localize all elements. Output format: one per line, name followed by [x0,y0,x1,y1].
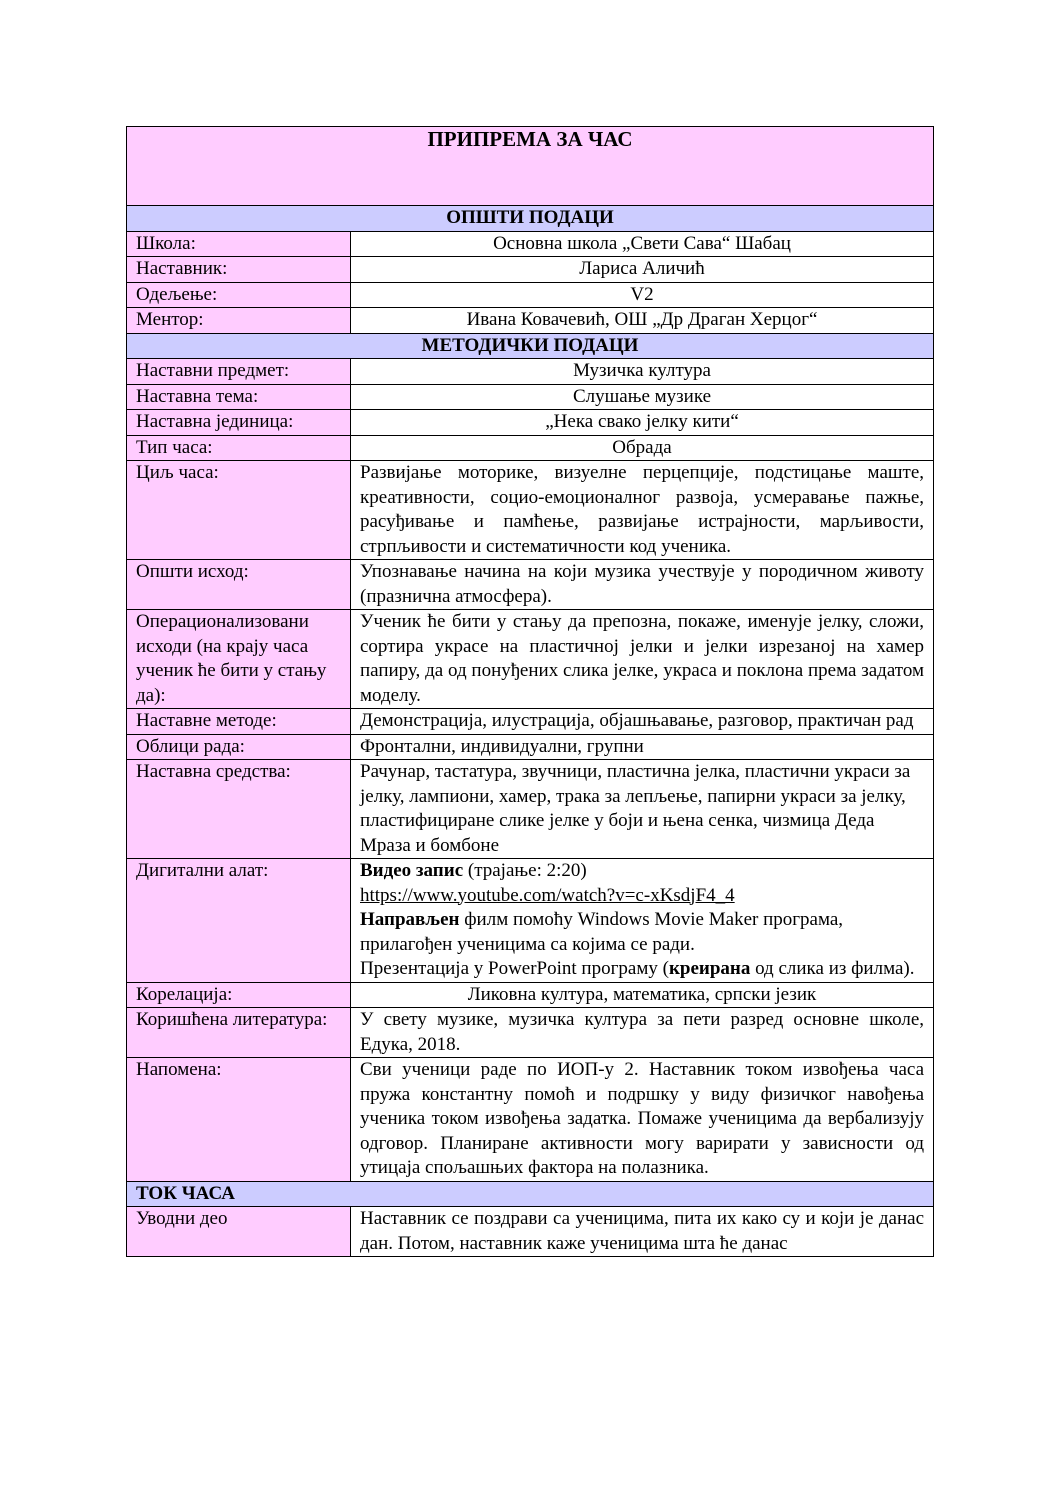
table-row [127,982,934,1008]
table-row [127,359,934,385]
table-row [127,1008,934,1058]
presentation-text-a: Презентација у PowerPoint програму ( [360,958,669,979]
row-label: Школа: [127,231,351,257]
row-label: Напомена: [127,1058,351,1182]
row-label: Ментор: [127,308,351,334]
row-label: Наставна тема: [127,384,351,410]
row-value: Ученик ће бити у стању да препозна, покаже, именује јелку, сложи, сортира украсе на пластичној јелки и јелки изрезаној на хамер папиру, да од понуђених слика јелке, украса и поклона према задатом моделу. [351,610,934,709]
made-label: Направљен [360,909,460,930]
table-row [127,560,934,610]
row-label: Тип часа: [127,435,351,461]
row-label: Дигитални алат: [127,859,351,983]
row-value: Наставник се поздрави са ученицима, пита их како су и који је данас дан. Потом, наставник каже ученицима шта ће данас [351,1207,934,1257]
table-row [127,231,934,257]
row-label: Облици рада: [127,734,351,760]
row-value: Музичка култура [351,359,934,385]
table-row [127,610,934,709]
section-header-general: ОПШТИ ПОДАЦИ [127,206,934,232]
row-value: V2 [351,282,934,308]
page-title: ПРИПРЕМА ЗА ЧАС [127,127,934,206]
row-label: Одељење: [127,282,351,308]
table-row [127,384,934,410]
table-row [127,308,934,334]
lesson-plan-table [126,126,934,1257]
row-value: Обрада [351,435,934,461]
row-label: Наставни предмет: [127,359,351,385]
row-value: Рачунар, тастатура, звучници, пластична јелка, пластични украси за јелку, лампиони, хамер, трака за лепљење, папирни украси за јелку, пластифициране слике јелке у боји и њена сенка, чизмица Деда Мраза и бомбоне [351,760,934,859]
row-value: Основна школа „Свети Сава“ Шабац [351,231,934,257]
row-label: Наставне методе: [127,709,351,735]
row-label: Наставна средства: [127,760,351,859]
row-value: Демонстрација, илустрација, објашњавање, разговор, практичан рад [351,709,934,735]
row-label: Корелација: [127,982,351,1008]
row-value: Ликовна култура, математика, српски језик [351,982,934,1008]
presentation-text-b: од слика из филма). [750,958,915,979]
row-value: Упознавање начина на који музика учествује у породичном животу (празнична атмосфера). [351,560,934,610]
row-label: Циљ часа: [127,461,351,560]
row-value: Фронтални, индивидуални, групни [351,734,934,760]
made-text: филм помоћу Windows Movie Maker програма, прилагођен ученицима са којима се ради. [360,909,844,955]
table-row [127,859,934,983]
row-value: Сви ученици раде по ИОП-у 2. Наставник током извођења часа пружа константну помоћ и подршку у виду физичког навођења ученика током извођења задатка. Помаже ученицима да вербализују одговор. Планиране активности могу варирати у зависности од утицаја спољашњих фактора на полазника. [351,1058,934,1182]
youtube-link[interactable]: https://www.youtube.com/watch?v=c-xKsdjF4_4 [360,884,735,906]
section-header-methodical: МЕТОДИЧКИ ПОДАЦИ [127,333,934,359]
row-value: Лариса Аличић [351,257,934,283]
table-row [127,1058,934,1182]
table-row [127,1207,934,1257]
table-row [127,734,934,760]
row-label: Наставник: [127,257,351,283]
table-row [127,435,934,461]
row-value-digital [351,859,934,983]
table-row [127,709,934,735]
row-value: Развијање моторике, визуелне перцепције, подстицање маште, креативности, социо-емоционалног развоја, усмеравање пажње, расуђивање и памћење, развијање истрајности, марљивости, стрпљивости и систематичности код ученика. [351,461,934,560]
video-label: Видео запис [360,860,464,881]
row-label: Операционализовани исходи (на крају часа ученик ће бити у стању да): [127,610,351,709]
presentation-bold: креирана [668,958,751,979]
row-label: Уводни део [127,1207,351,1257]
table-row [127,410,934,436]
table-row [127,257,934,283]
section-header-flow: ТОК ЧАСА [127,1181,934,1207]
row-value: Ивана Ковачевић, ОШ „Др Драган Херцог“ [351,308,934,334]
video-duration: (трајање: 2:20) [463,860,587,881]
table-row [127,760,934,859]
row-value: У свету музике, музичка култура за пети разред основне школе, Едука, 2018. [351,1008,934,1058]
table-row [127,461,934,560]
row-value: „Нека свако јелку кити“ [351,410,934,436]
row-value: Слушање музике [351,384,934,410]
row-label: Наставна јединица: [127,410,351,436]
table-row [127,282,934,308]
row-label: Општи исход: [127,560,351,610]
row-label: Коришћена литература: [127,1008,351,1058]
